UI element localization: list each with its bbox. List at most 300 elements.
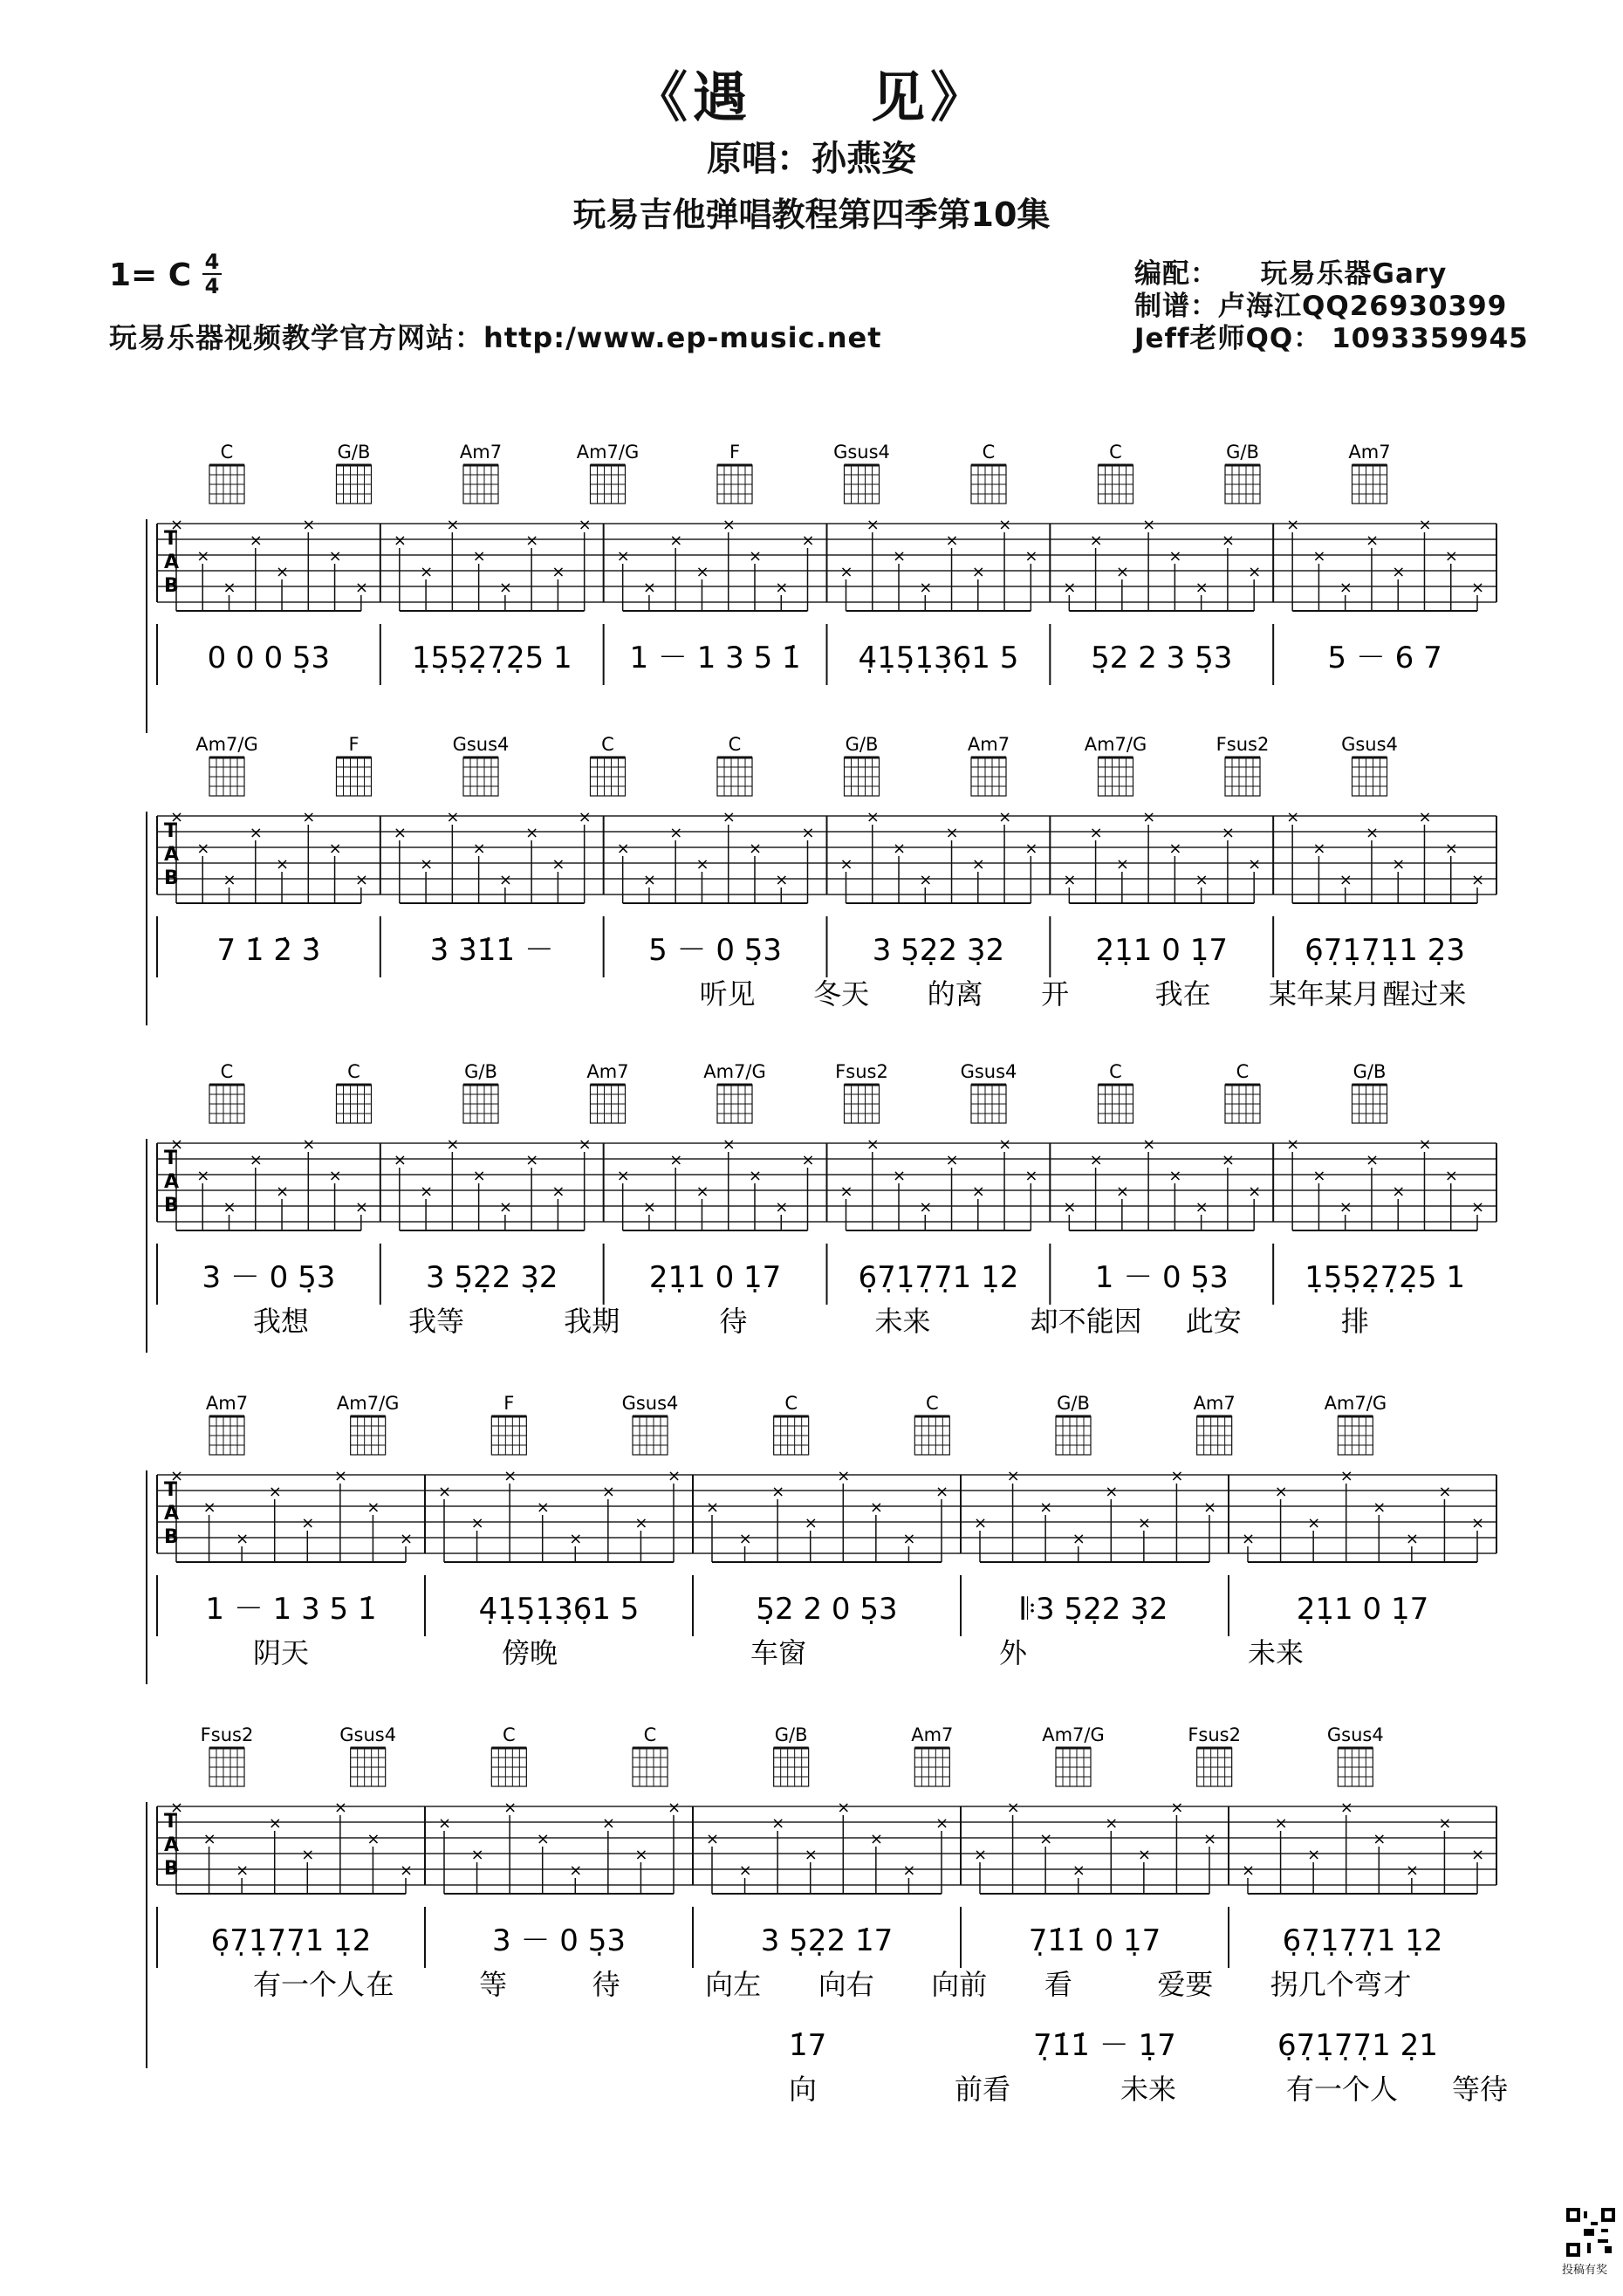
- alt-numbered-notation: 1̇7: [789, 2028, 827, 2063]
- tab-note-mark: ×: [170, 808, 184, 826]
- tab-note-mark: ×: [1006, 1467, 1020, 1485]
- numbered-notation: 5̣2 2 0 5̣3: [756, 1592, 898, 1627]
- tab-clef-letter: A: [164, 1503, 180, 1525]
- tab-note-mark: ×: [1221, 1151, 1235, 1169]
- tab-note-mark: ×: [1142, 1135, 1156, 1154]
- chord-name: C: [1109, 1061, 1122, 1082]
- tab-note-mark: ×: [196, 547, 210, 565]
- tab-note-mark: ×: [366, 1830, 380, 1848]
- tab-note-mark: ×: [1115, 1182, 1129, 1201]
- alt-lyric: 前看: [955, 2073, 1011, 2106]
- tab-clef-letter: T: [164, 528, 178, 550]
- numbered-notation: 6̣7̣1̣7̣1̣1 2̣3: [1305, 933, 1466, 968]
- chord-name: G/B: [1226, 442, 1259, 463]
- key-signature: 1= C: [109, 257, 192, 293]
- tab-note-mark: ×: [971, 563, 985, 581]
- tab-note-mark: ×: [837, 1467, 851, 1485]
- alt-lyric: 等待: [1452, 2073, 1509, 2106]
- credit-teacher: Jeff老师QQ： 1093359945: [1134, 323, 1529, 354]
- chord-name: C: [1236, 1061, 1250, 1082]
- numbered-notation: 5 － 6 7: [1327, 641, 1442, 675]
- alt-numbered-notation: 7̣1̇1̇ － 1̣7: [1033, 2028, 1176, 2063]
- tab-note-mark: ×: [525, 824, 539, 842]
- tab-note-mark: ×: [616, 547, 630, 565]
- chord-name: C: [502, 1724, 516, 1745]
- tab-note-mark: ×: [536, 1498, 550, 1517]
- tab-note-mark: ×: [1195, 579, 1209, 597]
- tab-note-mark: ×: [1365, 824, 1380, 842]
- tab-note-mark: ×: [1115, 563, 1129, 581]
- tab-note-mark: ×: [354, 579, 368, 597]
- tab-note-mark: ×: [837, 1799, 851, 1817]
- chord-name: C: [728, 734, 742, 755]
- tab-note-mark: ×: [170, 1467, 184, 1485]
- lyric: 未来: [1248, 1636, 1305, 1669]
- tab-note-mark: ×: [1203, 1498, 1217, 1517]
- tab-note-mark: ×: [804, 1514, 818, 1532]
- numbered-notation: 0 0 0 5̣3: [207, 641, 331, 675]
- tab-note-mark: ×: [470, 1846, 484, 1864]
- tab-note-mark: ×: [170, 516, 184, 534]
- tab-note-mark: ×: [223, 871, 236, 889]
- lyric: 向右: [818, 1968, 874, 2001]
- tab-note-mark: ×: [722, 808, 736, 826]
- tab-note-mark: ×: [919, 1198, 933, 1217]
- tab-note-mark: ×: [974, 1846, 988, 1864]
- numbered-notation: 2̣1̣1 0 1̣7: [1095, 933, 1228, 968]
- tab-note-mark: ×: [196, 840, 210, 858]
- tab-note-mark: ×: [738, 1530, 752, 1548]
- tab-note-mark: ×: [616, 1167, 630, 1185]
- tab-note-mark: ×: [202, 1498, 216, 1517]
- lyric: 我等: [408, 1305, 465, 1338]
- chord-name: Gsus4: [960, 1061, 1017, 1082]
- numbered-notation: 1 － 0 5̣3: [1094, 1260, 1229, 1295]
- tab-note-mark: ×: [420, 563, 434, 581]
- lyric: 开: [1041, 977, 1070, 1011]
- lyric: 阴天: [253, 1636, 310, 1669]
- tab-clef-letter: T: [164, 1148, 178, 1169]
- tab-note-mark: ×: [196, 1167, 210, 1185]
- numbered-notation: 7 1̇ 2̇ 3̇: [216, 933, 321, 968]
- tab-note-mark: ×: [354, 1198, 368, 1217]
- tab-clef-letter: B: [164, 1858, 179, 1880]
- tab-note-mark: ×: [1242, 1861, 1256, 1880]
- tab-clef-letter: B: [164, 1195, 179, 1217]
- tab-note-mark: ×: [333, 1799, 347, 1817]
- tab-note-mark: ×: [1105, 1814, 1119, 1833]
- tab-note-mark: ×: [695, 855, 709, 874]
- lyric: 向左: [705, 1968, 762, 2001]
- tab-note-mark: ×: [236, 1530, 250, 1548]
- tab-note-mark: ×: [1286, 1135, 1300, 1154]
- chord-name: G/B: [337, 442, 371, 463]
- lyric: 待: [719, 1305, 748, 1338]
- chord-name: Am7: [1193, 1393, 1236, 1414]
- tab-note-mark: ×: [202, 1830, 216, 1848]
- tab-note-mark: ×: [302, 1135, 316, 1154]
- time-signature-top: 4: [204, 250, 220, 274]
- tab-note-mark: ×: [919, 579, 933, 597]
- chord-name: F: [503, 1393, 515, 1414]
- tab-note-mark: ×: [1137, 1846, 1151, 1864]
- tab-note-mark: ×: [801, 1151, 815, 1169]
- chord-name: C: [220, 442, 234, 463]
- tab-note-mark: ×: [268, 1814, 282, 1833]
- tab-note-mark: ×: [1471, 871, 1485, 889]
- tab-note-mark: ×: [1170, 1467, 1184, 1485]
- tab-clef-letter: T: [164, 1811, 178, 1833]
- chord-name: G/B: [464, 1061, 497, 1082]
- qr-code[interactable]: [1566, 2208, 1615, 2257]
- tab-note-mark: ×: [569, 1530, 583, 1548]
- tab-note-mark: ×: [706, 1830, 720, 1848]
- tab-note-mark: ×: [748, 1167, 763, 1185]
- tab-note-mark: ×: [642, 579, 657, 597]
- tab-note-mark: ×: [1248, 855, 1262, 874]
- tab-note-mark: ×: [738, 1861, 752, 1880]
- chord-name: C: [601, 734, 614, 755]
- alt-numbered-notation: 6̣7̣1̣7̣7̣1 2̣1: [1277, 2028, 1438, 2063]
- lyric: 待: [592, 1968, 620, 2001]
- tab-note-mark: ×: [1115, 855, 1129, 874]
- lyric: 却不能因: [1030, 1305, 1142, 1338]
- tab-note-mark: ×: [438, 1483, 452, 1501]
- tab-note-mark: ×: [1039, 1498, 1053, 1517]
- tab-note-mark: ×: [1195, 871, 1209, 889]
- tab-note-mark: ×: [971, 855, 985, 874]
- tab-note-mark: ×: [525, 531, 539, 550]
- tab-note-mark: ×: [706, 1498, 720, 1517]
- lyric: 听见: [699, 977, 756, 1011]
- tab-note-mark: ×: [1221, 531, 1235, 550]
- chord-name: Fsus2: [1216, 734, 1270, 755]
- alt-lyric: 有一个人: [1286, 2073, 1399, 2106]
- tab-note-mark: ×: [893, 547, 907, 565]
- lyric: 我想: [253, 1305, 310, 1338]
- tab-note-mark: ×: [268, 1483, 282, 1501]
- chord-name: Am7: [459, 442, 503, 463]
- lyric: 车窗: [750, 1636, 807, 1669]
- lyric: 此安: [1185, 1305, 1242, 1338]
- tab-note-mark: ×: [276, 563, 290, 581]
- chord-name: G/B: [1352, 1061, 1387, 1082]
- tab-note-mark: ×: [1438, 1814, 1452, 1833]
- numbered-notation: 𝄆3 5̣2̣2 3̣2: [1021, 1592, 1168, 1627]
- website-line[interactable]: 玩易乐器视频教学官方网站：http:/www.ep-music.net: [109, 321, 882, 354]
- chord-name: Fsus2: [200, 1724, 254, 1745]
- numbered-notation: 3 － 0 5̣3: [202, 1260, 336, 1295]
- tab-clef-letter: T: [164, 820, 178, 842]
- tab-clef-letter: A: [164, 1171, 180, 1193]
- tab-note-mark: ×: [170, 1135, 184, 1154]
- lyric: 傍晚: [502, 1636, 558, 1669]
- chord-name: C: [925, 1393, 939, 1414]
- numbered-notation: 1̣5̣5̣2̣7̣2̣5 1: [411, 641, 572, 675]
- tab-note-mark: ×: [1471, 579, 1485, 597]
- tab-note-mark: ×: [974, 1514, 988, 1532]
- chord-name: C: [784, 1393, 798, 1414]
- tab-note-mark: ×: [634, 1514, 648, 1532]
- tab-note-mark: ×: [1373, 1498, 1387, 1517]
- tab-note-mark: ×: [1444, 547, 1458, 565]
- tab-note-mark: ×: [1039, 1830, 1053, 1848]
- tab-note-mark: ×: [1274, 1483, 1288, 1501]
- tab-note-mark: ×: [748, 547, 763, 565]
- numbered-notation: 1̣5̣5̣2̣7̣2̣5 1: [1305, 1260, 1466, 1295]
- tab-note-mark: ×: [536, 1830, 550, 1848]
- lyric: 我在: [1154, 977, 1211, 1011]
- tab-note-mark: ×: [1471, 1846, 1485, 1864]
- credit-arranger: 编配： 玩易乐器Gary: [1134, 258, 1448, 290]
- tab-note-mark: ×: [503, 1467, 517, 1485]
- tab-note-mark: ×: [446, 1135, 460, 1154]
- tab-note-mark: ×: [1312, 1167, 1326, 1185]
- tab-note-mark: ×: [1072, 1530, 1085, 1548]
- tab-note-mark: ×: [1405, 1861, 1419, 1880]
- tab-note-mark: ×: [400, 1861, 414, 1880]
- tab-note-mark: ×: [1168, 547, 1182, 565]
- tab-clef-letter: A: [164, 1834, 180, 1856]
- tab-note-mark: ×: [1438, 1483, 1452, 1501]
- tab-note-mark: ×: [569, 1861, 583, 1880]
- tab-note-mark: ×: [249, 824, 263, 842]
- tab-note-mark: ×: [1339, 579, 1352, 597]
- tab-note-mark: ×: [1418, 516, 1432, 534]
- tab-note-mark: ×: [328, 547, 342, 565]
- tab-note-mark: ×: [998, 1135, 1012, 1154]
- chord-name: Am7/G: [576, 442, 640, 463]
- tab-note-mark: ×: [935, 1814, 949, 1833]
- tab-note-mark: ×: [472, 547, 486, 565]
- tab-note-mark: ×: [971, 1182, 985, 1201]
- lyric: 看: [1044, 1968, 1072, 2001]
- tab-note-mark: ×: [919, 871, 933, 889]
- tab-note-mark: ×: [578, 1135, 592, 1154]
- tab-note-mark: ×: [354, 871, 368, 889]
- tab-note-mark: ×: [1221, 824, 1235, 842]
- tab-note-mark: ×: [498, 871, 512, 889]
- time-signature-bottom: 4: [204, 274, 220, 298]
- lyric: 在: [366, 1968, 394, 2001]
- tab-note-mark: ×: [935, 1483, 949, 1501]
- numbered-notation: 1 － 1 3 5 1̇: [629, 641, 801, 675]
- tab-note-mark: ×: [869, 1498, 883, 1517]
- lyric: 拐几个弯: [1270, 1968, 1382, 2001]
- tab-note-mark: ×: [302, 516, 316, 534]
- chord-name: Gsus4: [339, 1724, 397, 1745]
- lyric: 爱要: [1157, 1968, 1214, 2001]
- tab-note-mark: ×: [1168, 1167, 1182, 1185]
- tab-note-mark: ×: [1105, 1483, 1119, 1501]
- tab-note-mark: ×: [1203, 1830, 1217, 1848]
- tab-note-mark: ×: [578, 808, 592, 826]
- tab-note-mark: ×: [446, 516, 460, 534]
- numbered-notation: 2̣1̣1 0 1̣7: [648, 1260, 782, 1295]
- numbered-notation: 6̣7̣1̣7̣7̣1 1̣2: [210, 1923, 372, 1958]
- chord-name: C: [982, 442, 996, 463]
- tab-note-mark: ×: [839, 855, 853, 874]
- tab-note-mark: ×: [472, 1167, 486, 1185]
- tab-clef-letter: B: [164, 1526, 179, 1548]
- tab-note-mark: ×: [1006, 1799, 1020, 1817]
- tab-note-mark: ×: [1072, 1861, 1085, 1880]
- chord-name: C: [1109, 442, 1122, 463]
- tab-note-mark: ×: [1024, 547, 1038, 565]
- tab-note-mark: ×: [1168, 840, 1182, 858]
- tab-note-mark: ×: [801, 824, 815, 842]
- tab-note-mark: ×: [420, 1182, 434, 1201]
- tab-note-mark: ×: [1089, 824, 1103, 842]
- tab-note-mark: ×: [1339, 871, 1352, 889]
- chord-name: C: [347, 1061, 360, 1082]
- chord-name: Am7: [205, 1393, 249, 1414]
- tab-note-mark: ×: [722, 516, 736, 534]
- tab-note-mark: ×: [869, 1830, 883, 1848]
- tab-note-mark: ×: [551, 563, 565, 581]
- numbered-notation: 3 － 0 5̣3: [492, 1923, 626, 1958]
- tab-note-mark: ×: [998, 808, 1012, 826]
- tab-note-mark: ×: [249, 1151, 263, 1169]
- tab-note-mark: ×: [301, 1514, 315, 1532]
- tab-note-mark: ×: [1063, 871, 1077, 889]
- tab-clef-letter: A: [164, 844, 180, 866]
- tab-note-mark: ×: [1248, 563, 1262, 581]
- tab-note-mark: ×: [1063, 1198, 1077, 1217]
- chord-name: C: [220, 1061, 234, 1082]
- numbered-notation: 3 5̣2̣2 3̣2: [872, 933, 1005, 968]
- tab-note-mark: ×: [1339, 1799, 1353, 1817]
- lyric: 某年某月: [1269, 977, 1381, 1011]
- tab-note-mark: ×: [333, 1467, 347, 1485]
- tab-clef-letter: B: [164, 575, 179, 597]
- tab-note-mark: ×: [551, 855, 565, 874]
- tab-note-mark: ×: [839, 1182, 853, 1201]
- tab-note-mark: ×: [1024, 840, 1038, 858]
- tab-note-mark: ×: [1063, 579, 1077, 597]
- tab-note-mark: ×: [775, 579, 789, 597]
- tab-note-mark: ×: [1339, 1467, 1353, 1485]
- tab-note-mark: ×: [470, 1514, 484, 1532]
- tab-note-mark: ×: [771, 1483, 785, 1501]
- lyric: 的离: [927, 977, 983, 1011]
- tab-note-mark: ×: [1444, 1167, 1458, 1185]
- chord-name: Am7/G: [1042, 1724, 1105, 1745]
- tab-note-mark: ×: [1195, 1198, 1209, 1217]
- tab-note-mark: ×: [804, 1846, 818, 1864]
- numbered-notation: 4̣1̣5̣1̣3̣6̣1 5: [478, 1592, 640, 1627]
- tab-note-mark: ×: [472, 840, 486, 858]
- tab-note-mark: ×: [503, 1799, 517, 1817]
- chord-name: Am7/G: [336, 1393, 400, 1414]
- lesson-title: 玩易吉他弹唱教程第四季第10集: [572, 195, 1051, 234]
- chord-name: C: [643, 1724, 657, 1745]
- tab-note-mark: ×: [525, 1151, 539, 1169]
- tab-note-mark: ×: [601, 1483, 615, 1501]
- tab-note-mark: ×: [616, 840, 630, 858]
- tab-note-mark: ×: [236, 1861, 250, 1880]
- tab-note-mark: ×: [498, 1198, 512, 1217]
- numbered-notation: 5 － 0 5̣3: [648, 933, 783, 968]
- tab-note-mark: ×: [775, 871, 789, 889]
- tab-note-mark: ×: [223, 1198, 236, 1217]
- tab-note-mark: ×: [1089, 531, 1103, 550]
- tab-note-mark: ×: [1392, 1182, 1406, 1201]
- tab-note-mark: ×: [276, 1182, 290, 1201]
- tab-note-mark: ×: [669, 531, 683, 550]
- tab-note-mark: ×: [1137, 1514, 1151, 1532]
- chord-name: Gsus4: [452, 734, 510, 755]
- chord-name: Am7/G: [1084, 734, 1147, 755]
- numbered-notation: 3 5̣2̣2 3̣2: [426, 1260, 558, 1295]
- tab-note-mark: ×: [669, 1151, 683, 1169]
- tab-note-mark: ×: [902, 1861, 916, 1880]
- numbered-notation: 5̣2 2 3 5̣3: [1091, 641, 1233, 675]
- tab-note-mark: ×: [420, 855, 434, 874]
- chord-name: Fsus2: [835, 1061, 888, 1082]
- song-title: 《遇 见》: [633, 65, 990, 129]
- tab-note-mark: ×: [839, 563, 853, 581]
- chord-name: Am7: [1348, 442, 1391, 463]
- tab-note-mark: ×: [498, 579, 512, 597]
- numbered-notation: 4̣1̣5̣1̣3̣6̣1 5: [858, 641, 1019, 675]
- tab-note-mark: ×: [328, 840, 342, 858]
- tab-note-mark: ×: [1142, 516, 1156, 534]
- tab-clef-letter: T: [164, 1479, 178, 1501]
- tab-note-mark: ×: [1418, 808, 1432, 826]
- chord-name: Am7: [967, 734, 1010, 755]
- tab-note-mark: ×: [1312, 547, 1326, 565]
- tab-note-mark: ×: [328, 1167, 342, 1185]
- chord-name: Am7: [911, 1724, 954, 1745]
- tab-note-mark: ×: [438, 1814, 452, 1833]
- tab-note-mark: ×: [1373, 1830, 1387, 1848]
- tab-note-mark: ×: [748, 840, 763, 858]
- chord-name: F: [729, 442, 741, 463]
- tab-note-mark: ×: [695, 563, 709, 581]
- tab-note-mark: ×: [249, 531, 263, 550]
- tab-note-mark: ×: [1089, 1151, 1103, 1169]
- tab-note-mark: ×: [945, 531, 959, 550]
- chord-name: Am7/G: [195, 734, 258, 755]
- numbered-notation: 2̣1̣1 0 1̣7: [1296, 1592, 1429, 1627]
- qr-caption: 投稿有奖: [1562, 2264, 1608, 2277]
- lyric: 外: [999, 1636, 1028, 1669]
- chord-name: G/B: [845, 734, 879, 755]
- tab-note-mark: ×: [400, 1530, 414, 1548]
- tab-note-mark: ×: [1248, 1182, 1262, 1201]
- tab-note-mark: ×: [722, 1135, 736, 1154]
- tab-note-mark: ×: [1024, 1167, 1038, 1185]
- numbered-notation: 3̇ 3̇1̇1̇ －: [429, 933, 554, 968]
- tab-note-mark: ×: [170, 1799, 184, 1817]
- chord-name: Gsus4: [621, 1393, 679, 1414]
- chord-name: Gsus4: [1341, 734, 1398, 755]
- tab-note-mark: ×: [1418, 1135, 1432, 1154]
- tab-note-mark: ×: [446, 808, 460, 826]
- lyric: 向前: [931, 1968, 988, 2001]
- tab-note-mark: ×: [893, 840, 907, 858]
- tab-note-mark: ×: [801, 531, 815, 550]
- chord-name: Gsus4: [833, 442, 890, 463]
- tab-note-mark: ×: [601, 1814, 615, 1833]
- tab-clef-letter: B: [164, 867, 179, 889]
- tab-note-mark: ×: [302, 808, 316, 826]
- tab-note-mark: ×: [771, 1814, 785, 1833]
- lyric: 排: [1340, 1305, 1369, 1338]
- tab-note-mark: ×: [393, 531, 407, 550]
- credit-transcriber: 制谱：卢海江QQ26930399: [1134, 291, 1508, 322]
